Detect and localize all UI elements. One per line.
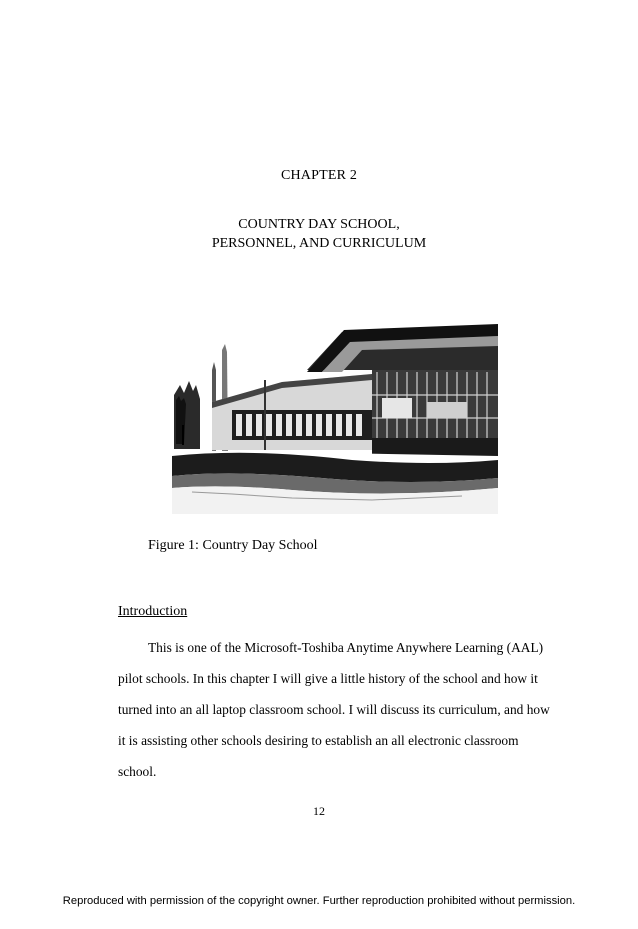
section-heading: Introduction	[118, 604, 188, 619]
paragraph-text: This is one of the Microsoft-Toshiba Anytime Anywhere Learning (AAL) pilot schools. In this chapter I will give a little history of the school and how it turned into an all laptop classroom school. I will discuss its curriculum, and how it is assisting other schools desiring to establish an all electronic classroom school.	[118, 640, 550, 779]
light-pole	[264, 380, 266, 450]
figure-caption: Figure 1: Country Day School	[148, 538, 318, 553]
chapter-title	[0, 215, 638, 253]
page-number: 12	[313, 804, 325, 818]
chapter-title-line-2: PERSONNEL, AND CURRICULUM	[211, 236, 427, 251]
body-paragraph	[118, 632, 558, 787]
chapter-title-line-1: COUNTRY DAY SCHOOL,	[238, 217, 400, 232]
lawn	[172, 450, 498, 514]
chapter-label: CHAPTER 2	[280, 168, 358, 183]
copyright-footer: Reproduced with permission of the copyright owner. Further reproduction prohibited without permission.	[62, 895, 576, 907]
school-building-photo	[172, 310, 498, 514]
